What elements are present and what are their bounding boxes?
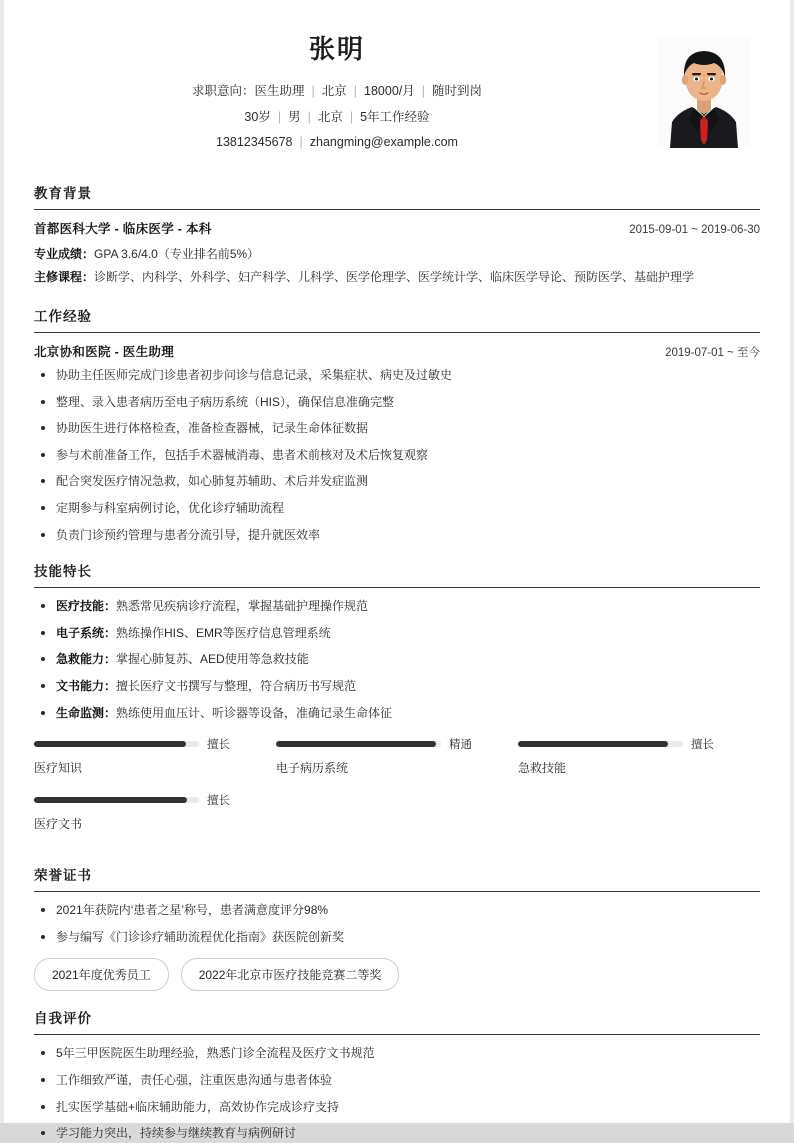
work-duty-item: 协助医生进行体格检查，准备检查器械，记录生命体征数据: [34, 419, 760, 438]
skill-bar-row: [276, 736, 492, 752]
education-gpa: [34, 243, 760, 266]
skill-item-label: 电子系统：: [56, 625, 117, 640]
work-date: 2019-07-01 ~ 至今: [665, 347, 760, 360]
skill-item-label: 文书能力：: [56, 678, 117, 693]
skill-bar-level: 精通: [448, 739, 472, 752]
education-date: 2015-09-01 ~ 2019-06-30: [629, 223, 760, 236]
skill-bar-group: [34, 736, 760, 848]
honor-item: 参与编写《门诊诊疗辅助流程优化指南》获医院创新奖: [34, 928, 760, 947]
skill-item-text: 擅长医疗文书撰写与整理，符合病历书写规范: [116, 678, 357, 693]
meta-separator: |: [353, 84, 358, 99]
meta-separator: |: [311, 84, 315, 99]
meta-item: 随时到岗: [432, 84, 483, 99]
work-company: 北京协和医院 - 医生助理: [34, 345, 175, 360]
meta-separator: |: [277, 109, 282, 124]
meta-item: 北京: [321, 84, 347, 99]
skill-list: [34, 597, 760, 722]
meta-item: 北京: [317, 109, 343, 124]
skill-bar-fill: [518, 741, 668, 747]
self-evaluation-item: 学习能力突出，持续参与继续教育与病例研讨: [34, 1124, 760, 1143]
skill-item-text: 掌握心肺复苏、AED使用等急救技能: [116, 652, 309, 667]
self-evaluation-item: 扎实医学基础+临床辅助能力，高效协作完成诊疗支持: [34, 1098, 760, 1117]
section-self-evaluation: [34, 1007, 760, 1142]
skill-bar-track: [34, 797, 199, 803]
education-courses: [34, 266, 760, 289]
education-courses-value: 诊断学、内科学、外科学、妇产科学、儿科学、医学伦理学、医学统计学、临床医学导论、预防医学、基础护理学: [94, 270, 695, 284]
work-duty-item: 定期参与科室病例讨论，优化诊疗辅助流程: [34, 499, 760, 518]
meta-item: 5年工作经验: [360, 109, 430, 124]
skill-item-text: 熟悉常见疾病诊疗流程，掌握基础护理操作规范: [116, 599, 369, 614]
skill-bar-row: [34, 736, 250, 752]
education-school: 首都医科大学 - 临床医学 - 本科: [34, 221, 212, 236]
skill-bar-track: [34, 741, 199, 747]
skill-bar-level: 擅长: [207, 739, 230, 752]
meta-line-personal: [34, 105, 640, 131]
skill-item: [34, 677, 760, 696]
resume-header: [34, 32, 760, 166]
section-title-honors: 荣誉证书: [34, 864, 760, 892]
self-evaluation-item: 5年三甲医院医生助理经验，熟悉门诊全流程及医疗文书规范: [34, 1044, 760, 1063]
self-evaluation-item: 工作细致严谨，责任心强，注重医患沟通与患者体验: [34, 1071, 760, 1090]
skill-bar-name: 电子病历系统: [275, 761, 348, 776]
honor-tag[interactable]: 2022年北京市医疗技能竞赛二等奖: [181, 958, 400, 991]
education-entry-head: [34, 219, 760, 237]
work-duty-item: 参与术前准备工作，包括手术器械消毒、患者术前核对及术后恢复观察: [34, 446, 760, 465]
education-gpa-value: GPA 3.6/4.0（专业排名前5%）: [94, 246, 260, 261]
skill-bar-level: 擅长: [690, 739, 714, 752]
skill-bar-fill: [34, 797, 187, 803]
work-duty-item: 协助主任医师完成门诊患者初步问诊与信息记录，采集症状、病史及过敏史: [34, 366, 760, 385]
education-courses-label: 主修课程：: [34, 270, 95, 284]
skill-bar-level: 擅长: [207, 795, 230, 808]
meta-separator: |: [299, 135, 303, 150]
meta-separator: |: [307, 109, 311, 124]
meta-line-job: [34, 79, 640, 105]
skill-bar-cell: [518, 736, 760, 776]
work-duty-item: 配合突发医疗情况急救，如心肺复苏辅助、术后并发症监测: [34, 472, 760, 491]
work-duty-item: 负责门诊预约管理与患者分流引导，提升就医效率: [34, 526, 760, 545]
meta-separator: |: [421, 84, 425, 99]
resume-content: [4, 0, 790, 1143]
portrait-icon: [658, 36, 750, 148]
section-work: [34, 305, 760, 544]
header-text-block: [34, 32, 760, 156]
skill-item: [34, 704, 760, 723]
skill-item-label: 生命监测：: [56, 705, 117, 720]
meta-item: zhangming@example.com: [309, 135, 458, 150]
skill-bar-name: 医疗知识: [34, 761, 83, 776]
skill-item: [34, 624, 760, 643]
skill-bar-track: [276, 741, 441, 747]
skill-item: [34, 650, 760, 669]
skill-bar-fill: [276, 741, 436, 747]
meta-item: 13812345678: [216, 135, 293, 150]
skill-bar-fill: [34, 741, 186, 747]
meta-item: 男: [288, 109, 301, 124]
page-title: 张明: [308, 34, 365, 64]
meta-item: 30岁: [244, 109, 271, 124]
skill-bar-cell: [276, 736, 518, 776]
meta-separator: |: [349, 109, 354, 124]
avatar: [658, 36, 750, 148]
skill-item-text: 熟练操作HIS、EMR等医疗信息管理系统: [116, 625, 331, 640]
honor-list: [34, 901, 760, 946]
self-evaluation-list: [34, 1044, 760, 1142]
work-duty-item: 整理、录入患者病历至电子病历系统（HIS），确保信息准确完整: [34, 393, 760, 412]
skill-item-text: 熟练使用血压计、听诊器等设备，准确记录生命体征: [116, 705, 393, 720]
honor-tag-group: [34, 958, 760, 991]
meta-item: 18000/月: [364, 84, 415, 99]
honor-item: 2021年获院内‘患者之星’称号，患者满意度评分98%: [34, 901, 760, 920]
skill-bar-track: [518, 741, 683, 747]
honor-tag[interactable]: 2021年度优秀员工: [34, 958, 169, 991]
meta-item: 求职意向：医生助理: [191, 84, 305, 99]
education-gpa-label: 专业成绩：: [34, 246, 95, 261]
skill-bar-name: 急救技能: [517, 761, 566, 776]
skill-bar-row: [34, 792, 250, 808]
section-education: [34, 182, 760, 289]
section-title-work: 工作经验: [34, 305, 760, 333]
skill-bar-cell: [34, 792, 276, 832]
work-entry-head: [34, 342, 760, 360]
meta-line-contact: [34, 130, 640, 156]
skill-item: [34, 597, 760, 616]
skill-item-label: 急救能力：: [56, 652, 117, 667]
section-skills: [34, 560, 760, 848]
section-title-education: 教育背景: [34, 182, 760, 210]
skill-bar-name: 医疗文书: [34, 817, 83, 832]
section-title-self-evaluation: 自我评价: [34, 1007, 760, 1035]
section-title-skills: 技能特长: [34, 560, 760, 588]
skill-bar-row: [518, 736, 734, 752]
section-honors: [34, 864, 760, 991]
work-duty-list: [34, 366, 760, 544]
skill-item-label: 医疗技能：: [56, 599, 117, 614]
skill-bar-cell: [34, 736, 276, 776]
